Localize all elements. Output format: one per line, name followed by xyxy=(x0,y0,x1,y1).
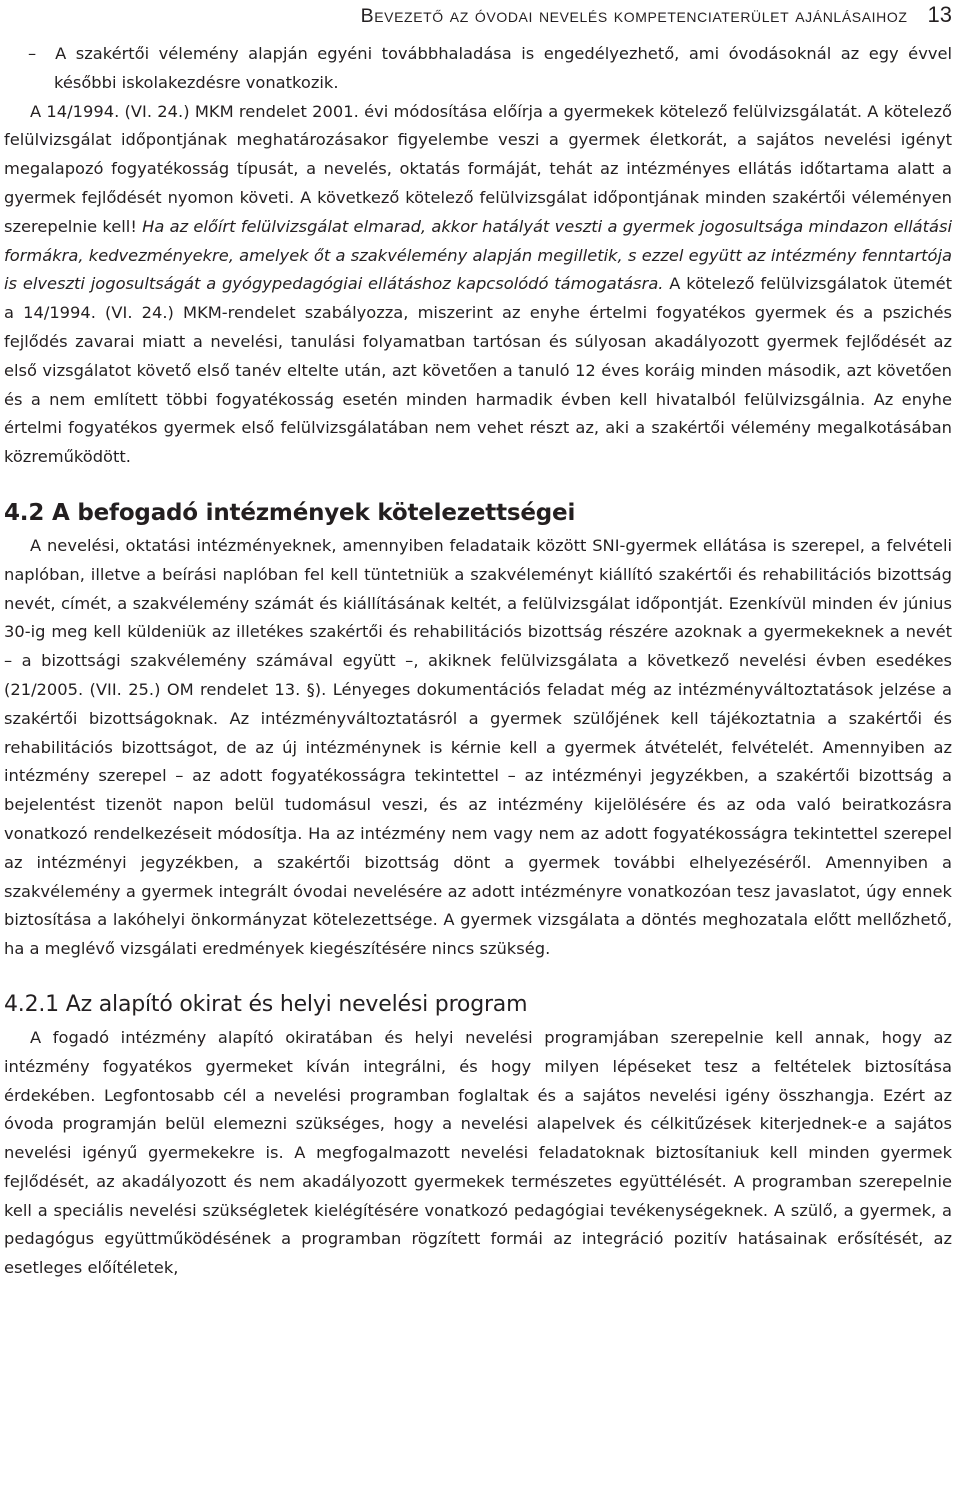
document-body xyxy=(4,40,952,1283)
page-number: 13 xyxy=(927,2,952,27)
subsection-heading: 4.2.1 Az alapító okirat és helyi nevelési program xyxy=(4,991,528,1017)
section-paragraph: A nevelési, oktatási intézményeknek, amennyiben feladataik között SNI-gyermek ellátása is szerepel, a felvételi naplóban, illetve a beírási naplóban fel kell tüntetniük a szakvéleményt kiállító szakértői és rehabilitációs bizottság nevét, címét, a szakvélemény számát és kiállításának keltét, a felülvizsgálat időpontját. Ezenkívül minden év június 30-ig meg kell küldeniük az illetékes szakértői és rehabilitációs bizottság részére azoknak a gyermekeknek a nevét – a bizottsági szakvélemény számával együtt –, akiknek felülvizsgálata a következő nevelési évben esedékes (21/2005. (VII. 25.) OM rendelet 13. §). Lényeges dokumentációs feladat még az intézményváltoztatások jelzése a szakértői bizottságoknak. Az intézményváltoztatásról a gyermek szülőjének kell tájékoztatnia a szakértői és rehabilitációs bizottságot, de az új intézménynek is kérnie kell a gyermek átvételét, felvételét. Amennyiben az intézmény szerepel – az adott fogyatékosságra tekintettel – az intézményi jegyzékben, a szakértői bizottság a bejelentést tizenöt napon belül tudomásul veszi, és az intézmény kijelölésére és az oda való beiratkozásra vonatkozó rendelkezéseit módosítja. Ha az intézmény nem vagy nem az adott fogyatékosságra tekintettel szerepel az intézményi jegyzékben, a szakértői bizottság dönt a gyermek további elhelyezéséről. Amennyiben a szakvélemény a gyermek integrált óvodai nevelésére az adott intézményre vonatkozóan tesz javaslatot, úgy ennek biztosítása a lakóhelyi önkormányzat kötelezettsége. A gyermek vizsgálata a döntés meghozatala előtt mellőzhető, ha a meglévő vizsgálati eredmények kiegészítésére nincs szükség. xyxy=(4,535,952,959)
subsection-paragraph: A fogadó intézmény alapító okiratában és helyi nevelési programjában szerepelnie kell annak, hogy az intézmény fogyatékos gyermeket kíván integrálni, és hogy milyen lépéseket tesz a feltételek biztosítása érdekében. Legfontosabb cél a nevelési programban foglaltak és a sajátos nevelési igény összhangja. Ezért az óvoda programján belül elemezni szükséges, hogy a nevelési alapelvek és célkitűzések kiterjednek-e a sajátos nevelési igényű gyermekekre is. A megfogalmazott nevelési feladatoknak biztosítaniuk kell minden gyermek fejlődését, az akadályozott és nem akadályozott gyermekek természetes együttélését. A programban szerepelnie kell a speciális nevelési szükségletek kielégítésére vonatkozó pedagógiai tevékenységeknek. A szülő, a gyermek, a pedagógus együttműködésének a programban rögzített formái az integráció pozitív hatásainak erősítését, az esetleges előítéletek, xyxy=(4,1027,952,1278)
bullet-dash: – xyxy=(28,44,37,63)
running-title: Bevezető az óvodai nevelés kompetenciaterület ajánlásaihoz xyxy=(360,5,908,27)
running-header xyxy=(0,2,952,28)
section-heading: 4.2 A befogadó intézmények kötelezettségei xyxy=(4,499,576,526)
intro-paragraph xyxy=(4,98,952,472)
intro-text-italic: Ha az előírt felülvizsgálat elmarad, akkor hatályát veszti a gyermek jogosultsága mindazon ellátási formákra, kedvezményekre, amelyek őt a szakvélemény alapján megilletik, s ezzel együtt az intézmény fenntartója is elveszti jogosultságát a gyógypedagógiai ellátáshoz kapcsolódó támogatásra. xyxy=(4,216,953,294)
list-item-text: A szakértői vélemény alapján egyéni továbbhaladása is engedélyezhető, ami óvodásoknál az egy évvel későbbi iskolakezdésre vonatkozik. xyxy=(54,44,953,92)
list-item xyxy=(4,40,952,98)
intro-text-a: A 14/1994. (VI. 24.) MKM rendelet 2001. évi módosítása előírja a gyermekek kötelező felülvizsgálatát. A kötelező felülvizsgálat időpontjának meghatározásakor figyelembe veszi a gyermek életkorát, a sajátos nevelési igényt megalapozó fogyatékosság típusát, a nevelés, oktatás formáját, tehát az intézményes ellátás időtartama alatt a gyermek fejlődését nyomon követi. A következő kötelező felülvizsgálat időpontjának minden szakértői véleményen szerepelnie kell! xyxy=(4,101,952,236)
intro-text-b: A kötelező felülvizsgálatok ütemét a 14/1994. (VI. 24.) MKM-rendelet szabályozza, miszerint az enyhe értelmi fogyatékos gyermek és a pszichés fejlődés zavarai miatt a nevelési, tanulási folyamatban tartósan és súlyosan akadályozott gyermek fejlődését az első vizsgálatot követő első tanév eltelte után, azt követően a tanuló 12 éves koráig minden második, azt követően és a nem említett többi fogyatékosság esetén minden harmadik évben kell hivatalból felülvizsgálnia. Az enyhe értelmi fogyatékos gyermek első felülvizsgálatában nem vehet részt az, aki a szakértői vélemény megalkotásában közreműködött. xyxy=(4,274,952,467)
